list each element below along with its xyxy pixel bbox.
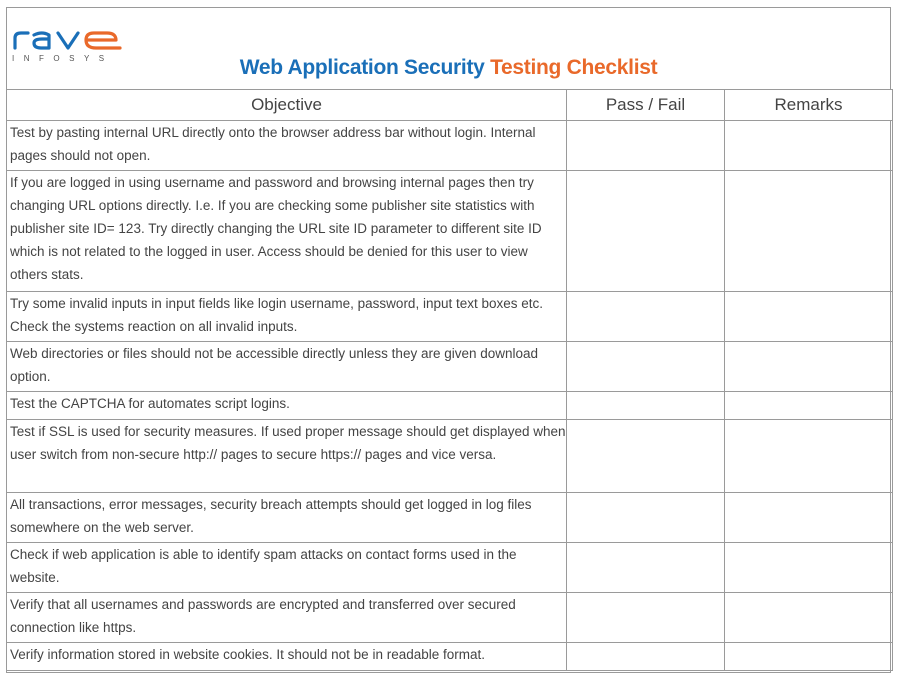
objective-cell: Test by pasting internal URL directly onto the browser address bar without login. Internal pages should not open. — [7, 121, 567, 171]
pass-fail-cell[interactable] — [567, 121, 725, 171]
remarks-cell[interactable] — [725, 342, 893, 392]
pass-fail-cell[interactable] — [567, 543, 725, 593]
page-title — [0, 56, 897, 80]
header-pass-fail: Pass / Fail — [567, 90, 725, 121]
remarks-cell[interactable] — [725, 121, 893, 171]
pass-fail-cell[interactable] — [567, 643, 725, 671]
objective-cell: Try some invalid inputs in input fields like login username, password, input text boxes etc. Check the systems reaction on all invalid inputs. — [7, 292, 567, 342]
objective-cell: Check if web application is able to identify spam attacks on contact forms used in the website. — [7, 543, 567, 593]
checklist-table — [6, 89, 893, 671]
objective-cell: If you are logged in using username and password and browsing internal pages then try changing URL options directly. I.e. If you are checking some publisher site statistics with publisher site ID= 123. Try directly changing the URL site ID parameter to different site ID which is not related to the logged in user. Access should be denied for this user to view others stats. — [7, 171, 567, 292]
remarks-cell[interactable] — [725, 292, 893, 342]
table-row — [7, 643, 893, 671]
table-row — [7, 342, 893, 392]
table-row — [7, 593, 893, 643]
pass-fail-cell[interactable] — [567, 292, 725, 342]
table-row — [7, 392, 893, 420]
title-part-blue: Web Application Security — [239, 56, 485, 79]
remarks-cell[interactable] — [725, 643, 893, 671]
objective-cell: All transactions, error messages, security breach attempts should get logged in log files somewhere on the web server. — [7, 493, 567, 543]
table-row — [7, 292, 893, 342]
pass-fail-cell[interactable] — [567, 392, 725, 420]
remarks-cell[interactable] — [725, 593, 893, 643]
logo-subtitle: INFOSYS — [12, 54, 114, 63]
objective-cell: Test the CAPTCHA for automates script logins. — [7, 392, 567, 420]
remarks-cell[interactable] — [725, 493, 893, 543]
table-row — [7, 493, 893, 543]
header-row — [7, 90, 893, 121]
rave-logo-mark — [12, 28, 130, 52]
table-row — [7, 121, 893, 171]
pass-fail-cell[interactable] — [567, 342, 725, 392]
pass-fail-cell[interactable] — [567, 420, 725, 493]
objective-cell: Test if SSL is used for security measures. If used proper message should get displayed when user switch from non-secure http:// pages to secure https:// pages and vice versa. — [7, 420, 567, 493]
pass-fail-cell[interactable] — [567, 171, 725, 292]
remarks-cell[interactable] — [725, 392, 893, 420]
objective-cell: Verify information stored in website cookies. It should not be in readable format. — [7, 643, 567, 671]
remarks-cell[interactable] — [725, 420, 893, 493]
title-part-orange: Testing Checklist — [490, 56, 658, 79]
header-objective: Objective — [7, 90, 567, 121]
objective-cell: Verify that all usernames and passwords are encrypted and transferred over secured connection like https. — [7, 593, 567, 643]
remarks-cell[interactable] — [725, 171, 893, 292]
objective-cell: Web directories or files should not be accessible directly unless they are given download option. — [7, 342, 567, 392]
header-remarks: Remarks — [725, 90, 893, 121]
table-row — [7, 171, 893, 292]
table-row — [7, 420, 893, 493]
table-row — [7, 543, 893, 593]
remarks-cell[interactable] — [725, 543, 893, 593]
pass-fail-cell[interactable] — [567, 593, 725, 643]
pass-fail-cell[interactable] — [567, 493, 725, 543]
